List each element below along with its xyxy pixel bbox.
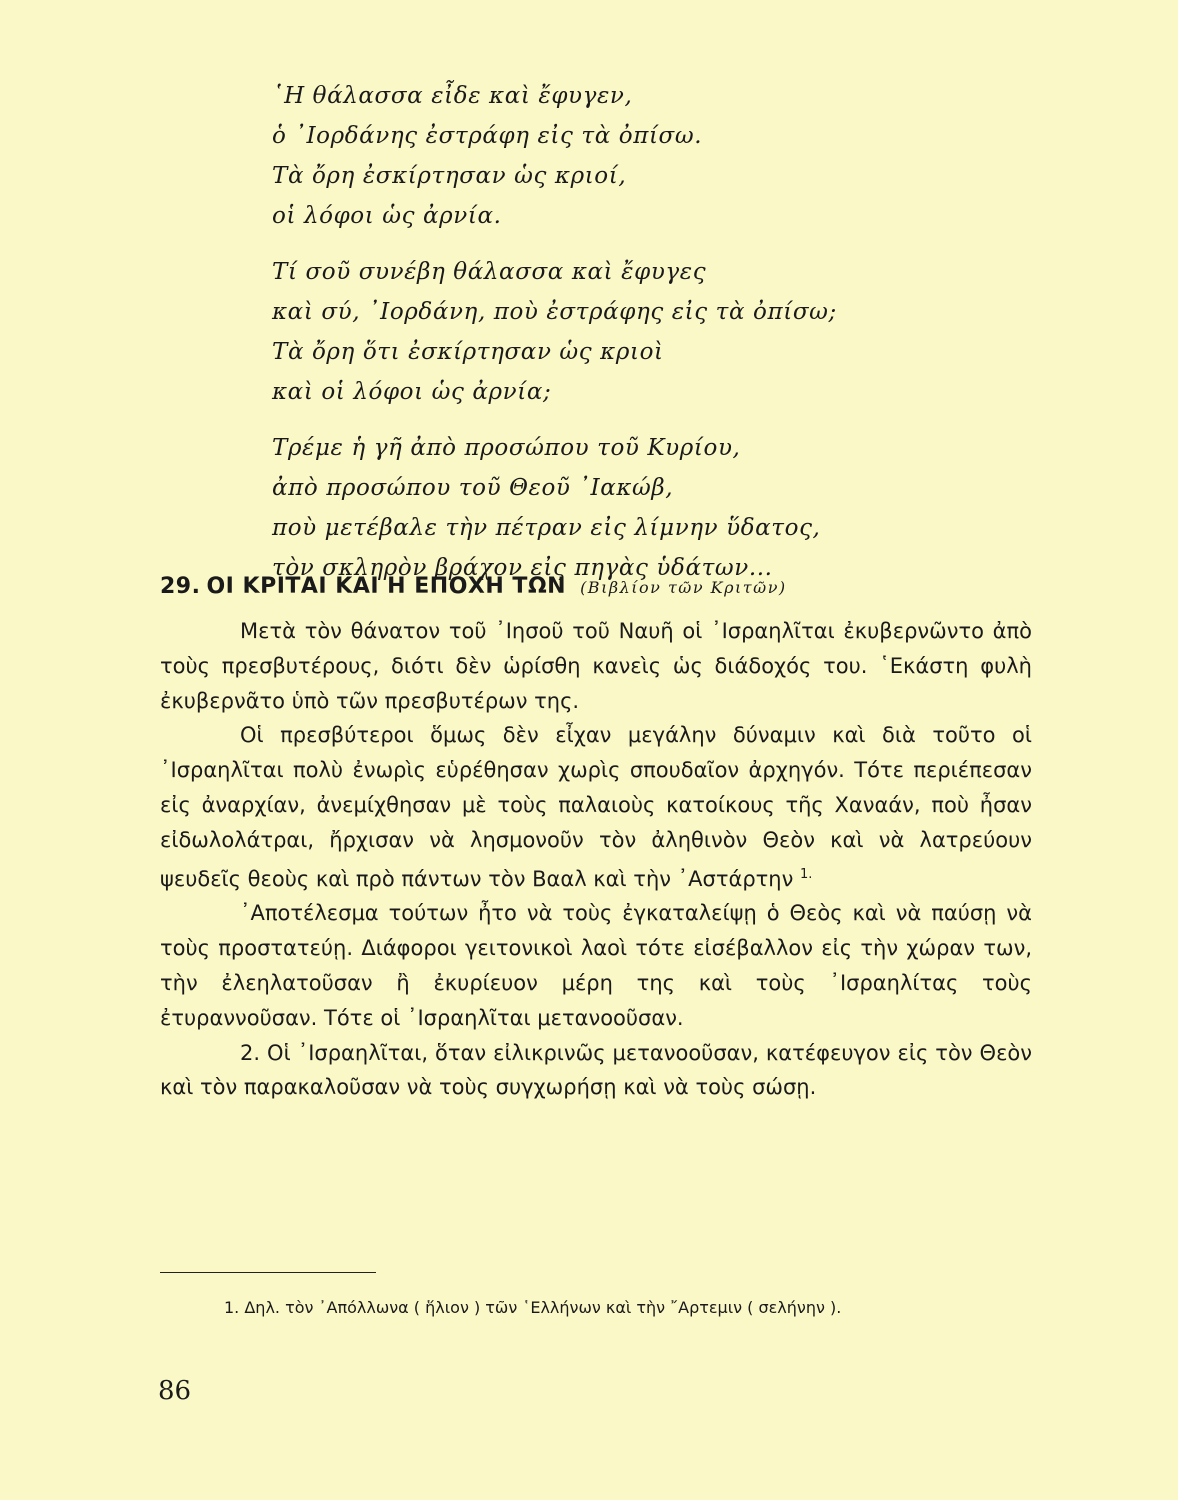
poem-stanza <box>272 76 912 236</box>
poem-line: καὶ οἱ λόφοι ὡς ἀρνία; <box>272 379 552 405</box>
poem-line: Τί σοῦ συνέβη θάλασσα καὶ ἔφυγες <box>272 259 707 285</box>
poem-line: Τρέμε ἡ γῆ ἀπὸ προσώπου τοῦ Κυρίου, <box>272 435 741 461</box>
paragraph <box>160 614 1032 718</box>
section-number: 29. <box>160 574 201 599</box>
paragraph-text: 2. Οἱ ᾿Ισραηλῖται, ὅταν εἰλικρινῶς μετανοοῦσαν, κατέφευγον εἰς τὸν Θεὸν καὶ τὸν παρακαλοῦσαν νὰ τοὺς συγχωρήσῃ καὶ νὰ τοὺς σώσῃ. <box>160 1040 1032 1100</box>
section-body <box>160 614 1032 1105</box>
poem-line: ἀπὸ προσώπου τοῦ Θεοῦ ᾿Ιακώβ, <box>272 475 674 501</box>
psalm-quotation <box>272 76 912 604</box>
paragraph-text: Οἱ πρεσβύτεροι ὅμως δὲν εἶχαν μεγάλην δύναμιν καὶ διὰ τοῦτο οἱ ᾿Ισραηλῖται πολὺ ἐνωρὶς εὑρέθησαν χωρὶς σπουδαῖον ἀρχηγόν. Τότε περιέπεσαν εἰς ἀναρχίαν, ἀνεμίχθησαν μὲ τοὺς παλαιοὺς κατοίκους τῆς Χαναάν, ποὺ ἦσαν εἰδωλολάτραι, ἤρχισαν νὰ λησμονοῦν τὸν ἀληθινὸν Θεὸν καὶ νὰ λατρεύουν ψευδεῖς θεοὺς καὶ πρὸ πάντων τὸν Βααλ καὶ τὴν ᾿Αστάρτην <box>160 723 1032 891</box>
poem-line: Τὰ ὄρη ἐσκίρτησαν ὡς κριοί, <box>272 163 627 189</box>
poem-line: καὶ σύ, ᾿Ιορδάνη, ποὺ ἐστράφης εἰς τὰ ὀπίσω; <box>272 299 837 325</box>
footnote <box>160 1294 1030 1322</box>
footnote-divider <box>160 1272 376 1273</box>
page-number: 86 <box>158 1376 192 1406</box>
poem-line: ῾Η θάλασσα εἶδε καὶ ἔφυγεν, <box>272 83 633 109</box>
paragraph-text: ᾿Αποτέλεσμα τούτων ἦτο νὰ τοὺς ἐγκαταλείψῃ ὁ Θεὸς καὶ νὰ παύσῃ νὰ τοὺς προστατεύῃ. Διάφοροι γειτονικοὶ λαοὶ τότε εἰσέβαλλον εἰς τὴν χώραν των, τὴν ἐλεηλατοῦσαν ἢ ἐκυρίευον μέρη της καὶ τοὺς ᾿Ισραηλίτας τοὺς ἐτυραννοῦσαν. Τότε οἱ ᾿Ισραηλῖται μετανοοῦσαν. <box>160 901 1032 1030</box>
section-subtitle: (Βιβλίον τῶν Κριτῶν) <box>580 578 787 597</box>
poem-line: τὸν σκληρὸν βράχον εἰς πηγὰς ὑδάτων... <box>272 555 773 581</box>
paragraph <box>160 718 1032 896</box>
paragraph <box>160 896 1032 1035</box>
poem-line: Τὰ ὄρη ὅτι ἐσκίρτησαν ὡς κριοὶ <box>272 339 664 365</box>
paragraph-text: Μετὰ τὸν θάνατον τοῦ ᾿Ιησοῦ τοῦ Ναυῆ οἱ ᾿Ισραηλῖται ἐκυβερνῶντο ἀπὸ τοὺς πρεσβυτέρους, διότι δὲν ὡρίσθη κανεὶς ὡς διάδοχός του. ῾Εκάστη φυλὴ ἐκυβερνᾶτο ὑπὸ τῶν πρεσβυτέρων της. <box>160 619 1032 713</box>
footnote-text: 1. Δηλ. τὸν ᾿Απόλλωνα ( ἥλιον ) τῶν ῾Ελλήνων καὶ τὴν ῎Αρτεμιν ( σελήνην ). <box>224 1298 842 1317</box>
section-heading <box>160 574 1060 599</box>
poem-line: οἱ λόφοι ὡς ἀρνία. <box>272 203 502 229</box>
poem-line: ποὺ μετέβαλε τὴν πέτραν εἰς λίμνην ὕδατος, <box>272 515 821 541</box>
poem-stanza <box>272 252 912 412</box>
paragraph <box>160 1036 1032 1106</box>
poem-line: ὁ ᾿Ιορδάνης ἐστράφη εἰς τὰ ὀπίσω. <box>272 123 703 149</box>
footnote-reference: 1. <box>800 866 813 882</box>
section-title: ΟΙ ΚΡΙΤΑΙ ΚΑΙ Η ΕΠΟΧΗ ΤΩΝ <box>206 574 567 599</box>
poem-stanza <box>272 428 912 588</box>
